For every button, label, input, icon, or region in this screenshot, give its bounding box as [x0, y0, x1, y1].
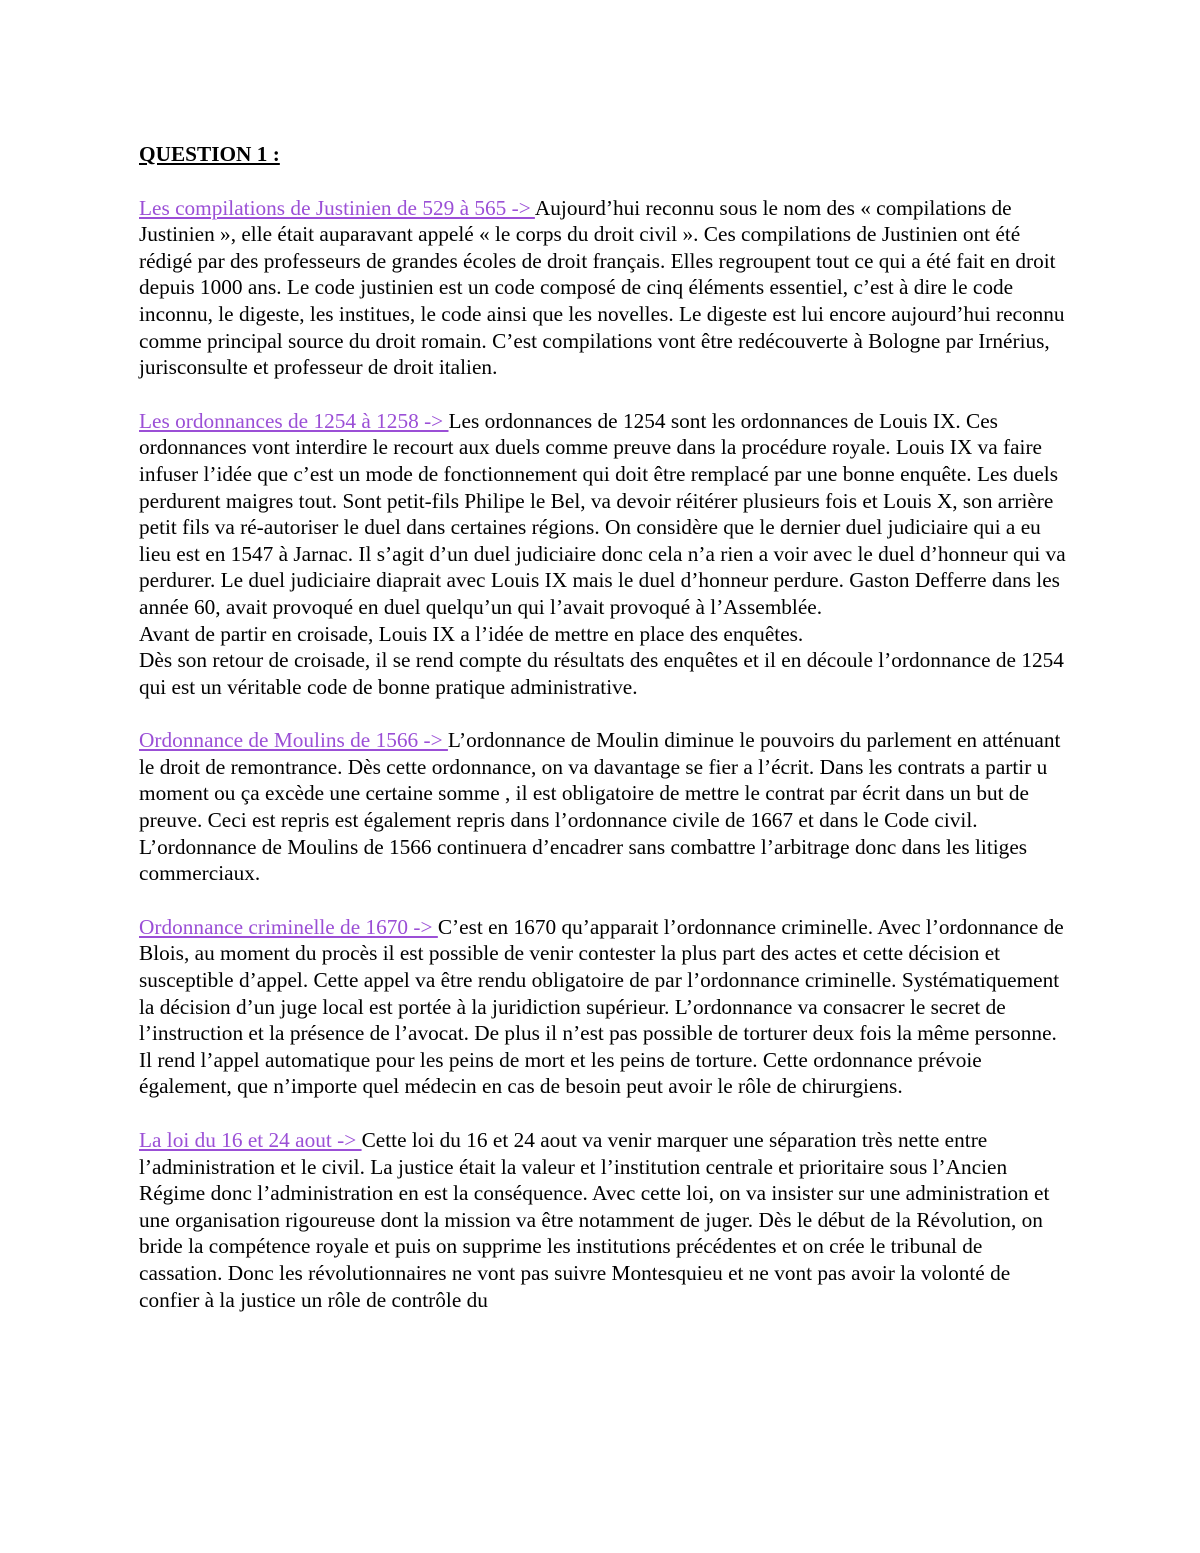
section-paragraph — [139, 195, 1069, 381]
paragraph-text: Aujourd’hui reconnu sous le nom des « compilations de Justinien », elle était auparavant appelé « le corps du droit civil ». Ces compilations de Justinien ont été rédigé par des professeurs de grandes écoles de droit français. Elles regroupent tout ce qui a été fait en droit depuis 1000 ans. Le code justinien est un code composé de cinq éléments essentiel, c’est à dire le code inconnu, le digeste, les institues, le code ainsi que les novelles. Le digeste est lui encore aujourd’hui reconnu comme principal source du droit romain. C’est compilations vont être redécouverte à Bologne par Irnérius, jurisconsulte et professeur de droit italien. — [139, 195, 1065, 380]
paragraph-text: Cette loi du 16 et 24 aout va venir marquer une séparation très nette entre l’administration et le civil. La justice était la valeur et l’institution centrale et prioritaire sous l’Ancien Régime donc l’administration en est la conséquence. Avec cette loi, on va insister sur une administration et une organisation rigoureuse dont la mission va être notamment de juger. Dès le début de la Révolution, on bride la compétence royale et puis on supprime les institutions précédentes et on crée le tribunal de cassation. Donc les révolutionnaires ne vont pas suivre Montesquieu et ne vont pas avoir la volonté de confier à la justice un rôle de contrôle du — [139, 1128, 1050, 1312]
document-page — [139, 141, 1069, 1340]
link-loi-16-24-aout[interactable]: La loi du 16 et 24 aout -> — [139, 1128, 362, 1152]
section-paragraph — [139, 1127, 1069, 1313]
section-paragraph: Avant de partir en croisade, Louis IX a l’idée de mettre en place des enquêtes. — [139, 621, 804, 646]
section-justinien — [139, 195, 1069, 381]
link-ordonnance-criminelle-1670[interactable]: Ordonnance criminelle de 1670 -> — [139, 914, 438, 939]
link-ordonnances-1254-1258[interactable]: Les ordonnances de 1254 à 1258 -> — [139, 408, 449, 433]
section-paragraph: Dès son retour de croisade, il se rend compte du résultats des enquêtes et il en découle l’ordonnance de 1254 qui est un véritable code de bonne pratique administrative. — [139, 648, 1064, 699]
paragraph-text: Les ordonnances de 1254 sont les ordonnances de Louis IX. Ces ordonnances vont interdire le recourt aux duels comme preuve dans la procédure royale. Louis IX va faire infuser l’idée que c’est un mode de fonctionnement qui doit être remplacé par une bonne enquête. Les duels perdurent maigres tout. Sont petit-fils Philipe le Bel, va devoir réitérer plusieurs fois et Louis X, son arrière petit fils va ré-autoriser le duel dans certaines régions. On considère que le dernier duel judiciaire qui a eu lieu est en 1547 à Jarnac. Il s’agit d’un duel judiciaire donc cela n’a rien a voir avec le duel d’honneur qui va perdurer. Le duel judiciaire diaprait avec Louis IX mais le duel d’honneur perdure. Gaston Defferre dans les année 60, avait provoqué en duel quelqu’un qui l’avait provoqué à l’Assemblée. — [139, 408, 1066, 619]
link-compilations-justinien[interactable]: Les compilations de Justinien de 529 à 565 -> — [139, 195, 535, 220]
section-loi-16-24-aout — [139, 1127, 1069, 1313]
section-paragraph — [139, 727, 1069, 887]
link-ordonnance-moulins-1566[interactable]: Ordonnance de Moulins de 1566 -> — [139, 728, 448, 753]
section-ordonnances-1254 — [139, 408, 1069, 701]
paragraph-text: C’est en 1670 qu’apparait l’ordonnance criminelle. Avec l’ordonnance de Blois, au moment du procès il est possible de venir contester la plus part des actes et cette décision et susceptible d’appel. Cette appel va être rendu obligatoire de par l’ordonnance criminelle. Systématiquement la décision d’un juge local est portée à la juridiction supérieur. L’ordonnance va consacrer le secret de l’instruction et la présence de l’avocat. De plus il n’est pas possible de torturer deux fois la même personne. Il rend l’appel automatique pour les peins de mort et les peins de torture. Cette ordonnance prévoie également, que n’importe quel médecin en cas de besoin peut avoir le rôle de chirurgiens. — [139, 914, 1064, 1099]
paragraph-text: L’ordonnance de Moulin diminue le pouvoirs du parlement en atténuant le droit de remontrance. Dès cette ordonnance, on va davantage se fier a l’écrit. Dans les contrats a partir u moment ou ça excède une certaine somme , il est obligatoire de mettre le contrat par écrit dans un but de preuve. Ceci est repris est également repris dans l’ordonnance civile de 1667 et dans le Code civil. L’ordonnance de Moulins de 1566 continuera d’encadrer sans combattre l’arbitrage donc dans les litiges commerciaux. — [139, 728, 1061, 886]
section-moulins — [139, 727, 1069, 887]
section-criminelle — [139, 914, 1069, 1100]
section-paragraph — [139, 914, 1069, 1100]
section-paragraph — [139, 408, 1069, 621]
question-heading: QUESTION 1 : — [139, 142, 280, 166]
